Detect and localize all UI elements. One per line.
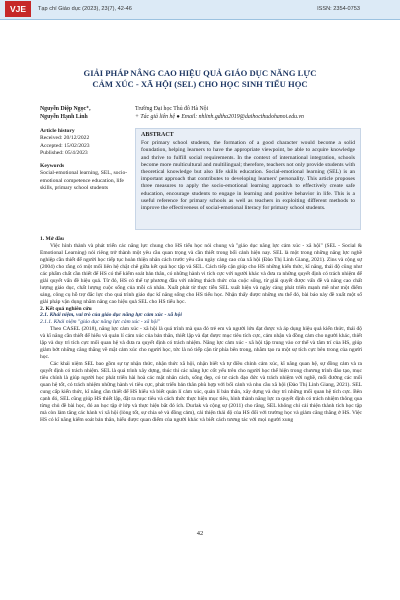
article-body — [40, 236, 362, 424]
results-paragraph-2: Các khái niệm SEL bao gồm sự tự nhận thức, nhận thức xã hội, nhận biết và tự điều chỉnh cảm xúc, kĩ năng quan hệ, sự đồng cảm và ra quyết định có trách nhiệm. SEL là quá trình xây dựng, thúc thi các năng lực cốt yếu trên cho người học thể hiện trong chương trình đào tạo, mục tiêu chính là giúp người học phát triển hài hoà các mặt nhân cách, sống đẹp, có tư cách đạo đức và trách nhiệm với nghề, mối đường các mối quan hệ tốt, có trách nhiệm những hành vi tiêu cực, phát triển bản thân phù hợp với bối cảnh và nhu cầu xã hội (Đào Thị Linh Giang, 2021). SEL cung cấp kiến thức, kĩ năng cần thiết để HS hiểu và biết quản lí cảm xúc, quản lí bản thân, xây dựng và duy trì những mối quan hệ tích cực. Bên cạnh đó, SEL cũng giúp HS thiết lập, đặt ra mục tiêu và cách thức thực hiện mục tiêu, hình thành năng lực ra quyết định có trách nhiệm thông qua từng chủ đề bài học, đó an học tập ở lớp và thực hiện bắt đó ích. Durlak và cộng sự (2011) cho rằng, SEL không chỉ cải thiện thành tích học tập mà còn làm tăng các hành vi xã hội (lòng tốt, sự chia sẻ và đồng cảm), cải thiện thái độ của HS đối với trường học và giảm căng thẳng ở HS. Việc HS có kĩ năng kiểm soát bản thân, hiểu được quan điểm của người khác và biết cách tương tác với mọi người xung — [40, 361, 362, 423]
abstract-box — [135, 128, 361, 230]
article-history-heading: Article history — [40, 128, 75, 134]
author-2: Nguyễn Hạnh Linh — [40, 114, 88, 120]
keywords-text: Social-emotional learning, SEL, socio-emotional competence education, life skills, primary school students — [40, 170, 128, 192]
page-number: 42 — [196, 530, 204, 537]
accepted-date: Accepted: 15/02/2023 — [40, 142, 90, 149]
results-paragraph-1: Theo CASEL (2018), năng lực cảm xúc - xã hội là quá trình mà qua đó trẻ em và người lớn đạt được và áp dụng hiệu quả kiến thức, thái độ và kĩ năng cần thiết để hiểu và quản lí cảm xúc của bản thân, thiết lập và đạt được mục tiêu tích cực, cảm nhận và đồng cảm cho người khác, thiết lập và duy trì tích cực mối quan hệ và đưa ra quyết định có trách nhiệm. Năng lực cảm xúc - xã hội tập trung vào cơ thể và tâm trí của HS, giúp giảm bớt những căng thẳng về mặt cảm xúc cho người học, tức là nó tiếp cận từ phía bên trong, nhằm tạo ra một sự tích cực bên trong của người học. — [40, 326, 362, 361]
abstract-text: For primary school students, the formation of a good character would become a solid foundation, helping learners to have the appropriate viewpoint, be able to acquire knowledge and thrive to fulfill social requirements. In the context of international integration, schools become more multicultural and multilingual; therefore, teachers not only provide students with theoretical knowledge but also life skills education. Social-emotional learning (SEL) is an important approach that contributes to developing learners' personality. This article proposes three measures to apply the socio-emotional learning approach to effectively create safe education, encourage students to engage in learning and positive behavior in life. This is a useful reference for primary schools as well as teachers in exploiting different methods to improve the effectiveness of social-emotional literacy for primary school students. — [141, 140, 355, 212]
title-line-2: CẢM XÚC - XÃ HỘI (SEL) CHO HỌC SINH TIỂU HỌC — [92, 79, 308, 89]
keywords-heading: Keywords — [40, 163, 65, 170]
published-date: Published: 05/4/2023 — [40, 149, 88, 156]
author-affiliation — [135, 105, 304, 121]
journal-issn: ISSN: 2354-0753 — [317, 6, 360, 12]
journal-citation: Tạp chí Giáo dục (2023), 23(7), 42-46 — [38, 6, 132, 12]
section-intro-heading: 1. Mở đầu — [40, 236, 64, 242]
journal-header — [0, 0, 400, 20]
section-results-heading: 2. Kết quả nghiên cứu — [40, 305, 92, 312]
subsection-heading: 2.1. Khái niệm, vai trò của giáo dục năng lực cảm xúc - xã hội — [40, 312, 182, 319]
journal-logo: VJE — [5, 1, 31, 17]
author-1: Nguyễn Diệp Ngọc⁺, — [40, 106, 91, 112]
author-list — [40, 105, 91, 121]
article-info — [40, 128, 130, 192]
abstract-heading: ABSTRACT — [141, 132, 174, 138]
corresponding-author: + Tác giả liên hệ ● Email: nhlinh.gdtha2019@daihocthudohanoi.edu.vn — [135, 114, 304, 120]
title-line-1: GIẢI PHÁP NÂNG CAO HIỆU QUẢ GIÁO DỤC NĂNG LỰC — [83, 68, 317, 78]
subsubsection-heading: 2.1.1. Khái niệm "giáo dục năng lực cảm xúc - xã hội" — [40, 319, 161, 326]
affiliation-text: Trường Đại học Thủ đô Hà Nội — [135, 106, 209, 112]
intro-paragraph: Việc hình thành và phát triển các năng lực chung cho HS tiểu học nói chung và "giáo dục năng lực cảm xúc - xã hội" (SEL - Social & Emotional Learning) nói riêng trở thành một yêu cầu quan trọng và cần thiết trong bối cảnh hiện nay. SEL là một trong những năng lực nghề nghiệp cần thiết để người học tiếp tục hoàn thiện nhân cách trước yêu cầu ngày càng cao của xã hội (Đào Thị Linh Giang, 2021). Zins và cộng sự (2004) cho rằng có một mối liên hệ chặt chẽ giữa kết quả học tập và SEL. Cách tiếp cận giúp cho HS những kiến thức, kĩ năng, thái độ cũng như các phẩm chất cần thiết để HS có thể kiểm soát bản thân, có những hành vi tích cực với người khác và đưa ra những quyết định có trách nhiệm để giải quyết vấn đề hiệu quả. Từ đó, HS có thể tự phương đầu với những thách thức của cuộc sống, từ giải quyết được vấn đề và nâng cao chất lượng giáo dục, chất lượng cuộc sống của mỗi cá nhân. Xuất phát từ thực tiễn SEL xuất hiện và ngày càng phát triển mạnh mẽ như một điểm sáng, công cụ hỗ trợ đắc lực cho quá trình giáo dục kĩ năng sống cho HS tiểu học. Nhận thấy được những ưu thế đó, bài báo này đề xuất một số giải pháp vận dụng nhằm nâng cao hiệu quả SEL cho HS tiểu học. — [40, 242, 362, 305]
received-date: Received: 20/12/2022 — [40, 135, 90, 142]
paper-title — [40, 68, 360, 90]
